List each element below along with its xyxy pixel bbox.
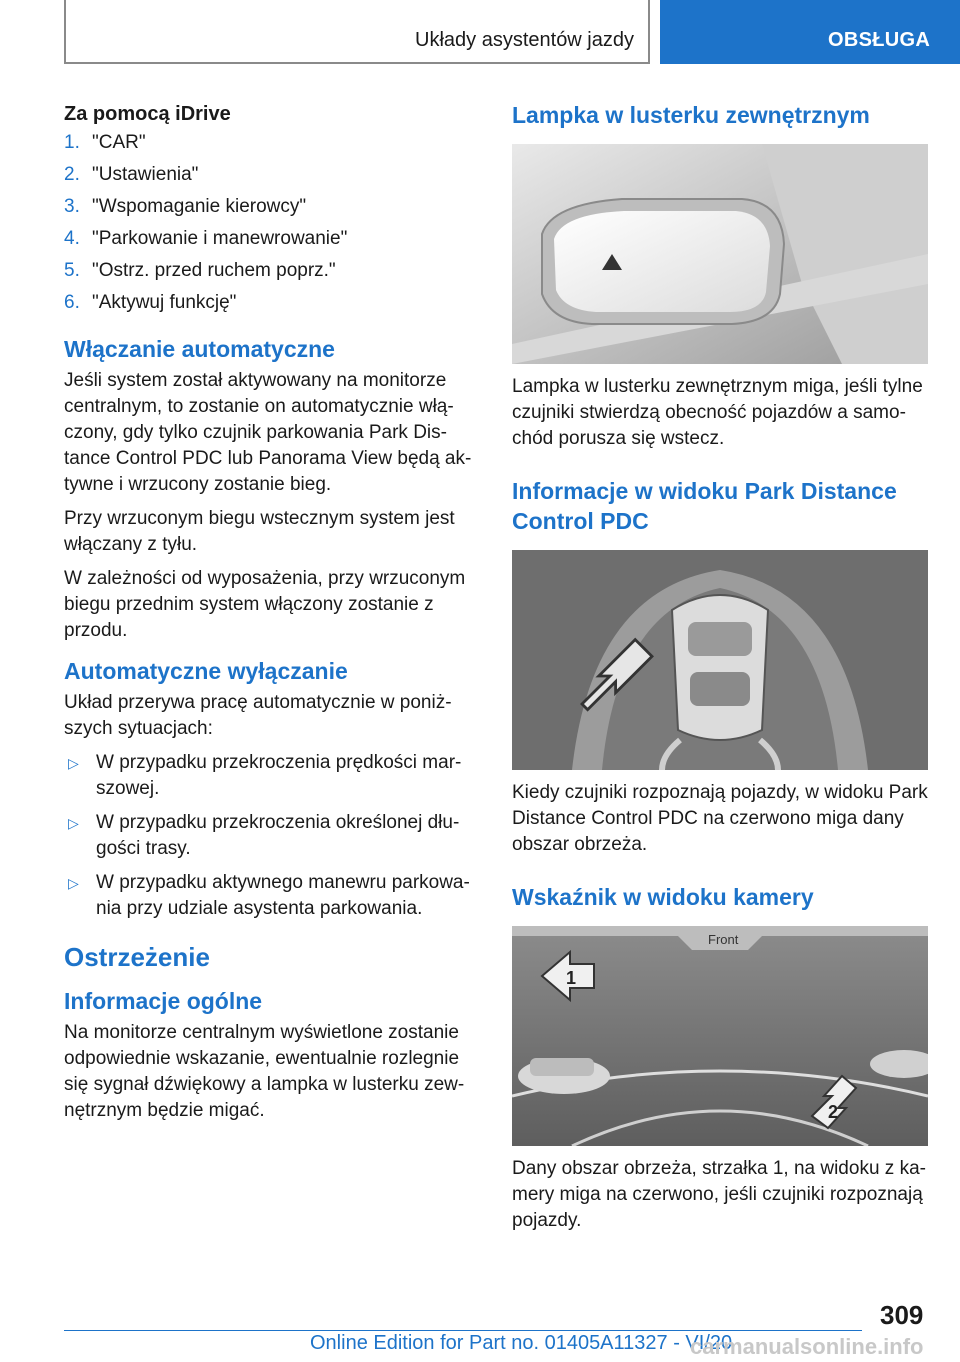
step-item xyxy=(64,194,478,226)
mirror-heading: Lampka w lusterku zewnętrznym xyxy=(512,102,870,128)
triangle-bullet-icon: ▷ xyxy=(68,815,79,831)
pdc-figure xyxy=(512,550,928,770)
list-item-text: W przypadku przekroczenia określonej dłu‐ gości trasy. xyxy=(96,812,460,859)
idrive-title: Za pomocą iDrive xyxy=(64,103,231,125)
camera-front-label: Front xyxy=(708,932,739,947)
idrive-steps-list xyxy=(64,130,478,322)
step-item xyxy=(64,258,478,290)
pdc-heading: Informacje w widoku Park Distance Control PDC xyxy=(512,478,897,534)
footer-divider xyxy=(64,1330,862,1331)
step-number: 5. xyxy=(64,260,80,281)
step-number: 6. xyxy=(64,292,80,313)
page-number: 309 xyxy=(880,1300,924,1330)
camera-label-1: 1 xyxy=(566,968,577,988)
camera-view-illustration xyxy=(512,926,928,1146)
triangle-bullet-icon: ▷ xyxy=(68,875,79,891)
auto-on-paragraph-2: Przy wrzuconym biegu wstecznym system jest włączany z tyłu. xyxy=(64,508,455,555)
step-item xyxy=(64,226,478,258)
step-number: 1. xyxy=(64,132,80,153)
camera-figure xyxy=(512,926,928,1146)
side-mirror-illustration xyxy=(512,144,928,364)
footer-edition: Online Edition for Part no. 01405A11327 - VI/20 xyxy=(310,1332,733,1354)
general-info-paragraph: Na monitorze centralnym wyświetlone zostanie odpowiednie wskazanie, ewentualnie rozlegnie się sygnał dźwiękowy a lampka w lusterku zew‐ nętrznym będzie migać. xyxy=(64,1022,465,1121)
mirror-figure xyxy=(512,144,928,364)
header-chapter-tab xyxy=(660,0,960,64)
step-text: "CAR" xyxy=(92,132,146,153)
pdc-paragraph: Kiedy czujniki rozpoznają pojazdy, w widoku Park Distance Control PDC na czerwono miga dany obszar obrzeża. xyxy=(512,782,928,855)
auto-off-list xyxy=(64,750,478,922)
step-text: "Ustawienia" xyxy=(92,164,199,185)
header-section-box xyxy=(64,0,650,64)
list-item-text: W przypadku aktywnego manewru parkowa‐ nia przy udziale asystenta parkowania. xyxy=(96,872,470,919)
step-number: 4. xyxy=(64,228,80,249)
pdc-view-illustration xyxy=(512,550,928,770)
right-column xyxy=(512,100,928,1242)
auto-on-heading: Włączanie automatyczne xyxy=(64,336,335,362)
step-number: 3. xyxy=(64,196,80,217)
list-item-text: W przypadku przekroczenia prędkości mar‐ szowej. xyxy=(96,752,462,799)
header-chapter-label: OBSŁUGA xyxy=(828,29,931,51)
left-column xyxy=(64,100,478,1132)
mirror-paragraph: Lampka w lusterku zewnętrznym miga, jeśli tylne czujniki stwierdzą obecność pojazdów a samo‐ chód porusza się wstecz. xyxy=(512,376,923,449)
list-item xyxy=(64,810,478,862)
car-top-view-icon xyxy=(672,595,768,740)
step-text: "Parkowanie i manewrowanie" xyxy=(92,228,348,249)
step-text: "Aktywuj funkcję" xyxy=(92,292,237,313)
warning-heading: Ostrzeżenie xyxy=(64,942,210,972)
watermark: carmanualsonline.info xyxy=(690,1334,924,1359)
auto-off-heading: Automatyczne wyłączanie xyxy=(64,658,348,684)
auto-off-intro: Układ przerywa pracę automatycznie w poniż‐ szych sytuacjach: xyxy=(64,692,452,739)
step-number: 2. xyxy=(64,164,80,185)
list-item xyxy=(64,750,478,802)
auto-on-paragraph-3: W zależności od wyposażenia, przy wrzuconym biegu przednim system włączony zostanie z przodu. xyxy=(64,568,466,641)
general-info-heading: Informacje ogólne xyxy=(64,988,263,1014)
step-item xyxy=(64,290,478,322)
auto-on-paragraph-1: Jeśli system został aktywowany na monitorze centralnym, to zostanie on automatycznie włą‐ czony, gdy tylko czujnik parkowania Park Dis‐ tance Control PDC lub Panorama View będą ak‐ tywne i wrzucony zostanie bieg. xyxy=(64,370,472,495)
step-text: "Wspomaganie kierowcy" xyxy=(92,196,307,217)
triangle-bullet-icon: ▷ xyxy=(68,755,79,771)
list-item xyxy=(64,870,478,922)
camera-paragraph: Dany obszar obrzeża, strzałka 1, na widoku z ka‐ mery miga na czerwono, jeśli czujniki rozpoznają pojazdy. xyxy=(512,1158,926,1231)
step-item xyxy=(64,162,478,194)
step-item xyxy=(64,130,478,162)
camera-heading: Wskaźnik w widoku kamery xyxy=(512,884,814,910)
step-text: "Ostrz. przed ruchem poprz." xyxy=(92,260,336,281)
header-section-title: Układy asystentów jazdy xyxy=(415,29,634,51)
camera-label-2: 2 xyxy=(828,1102,839,1122)
